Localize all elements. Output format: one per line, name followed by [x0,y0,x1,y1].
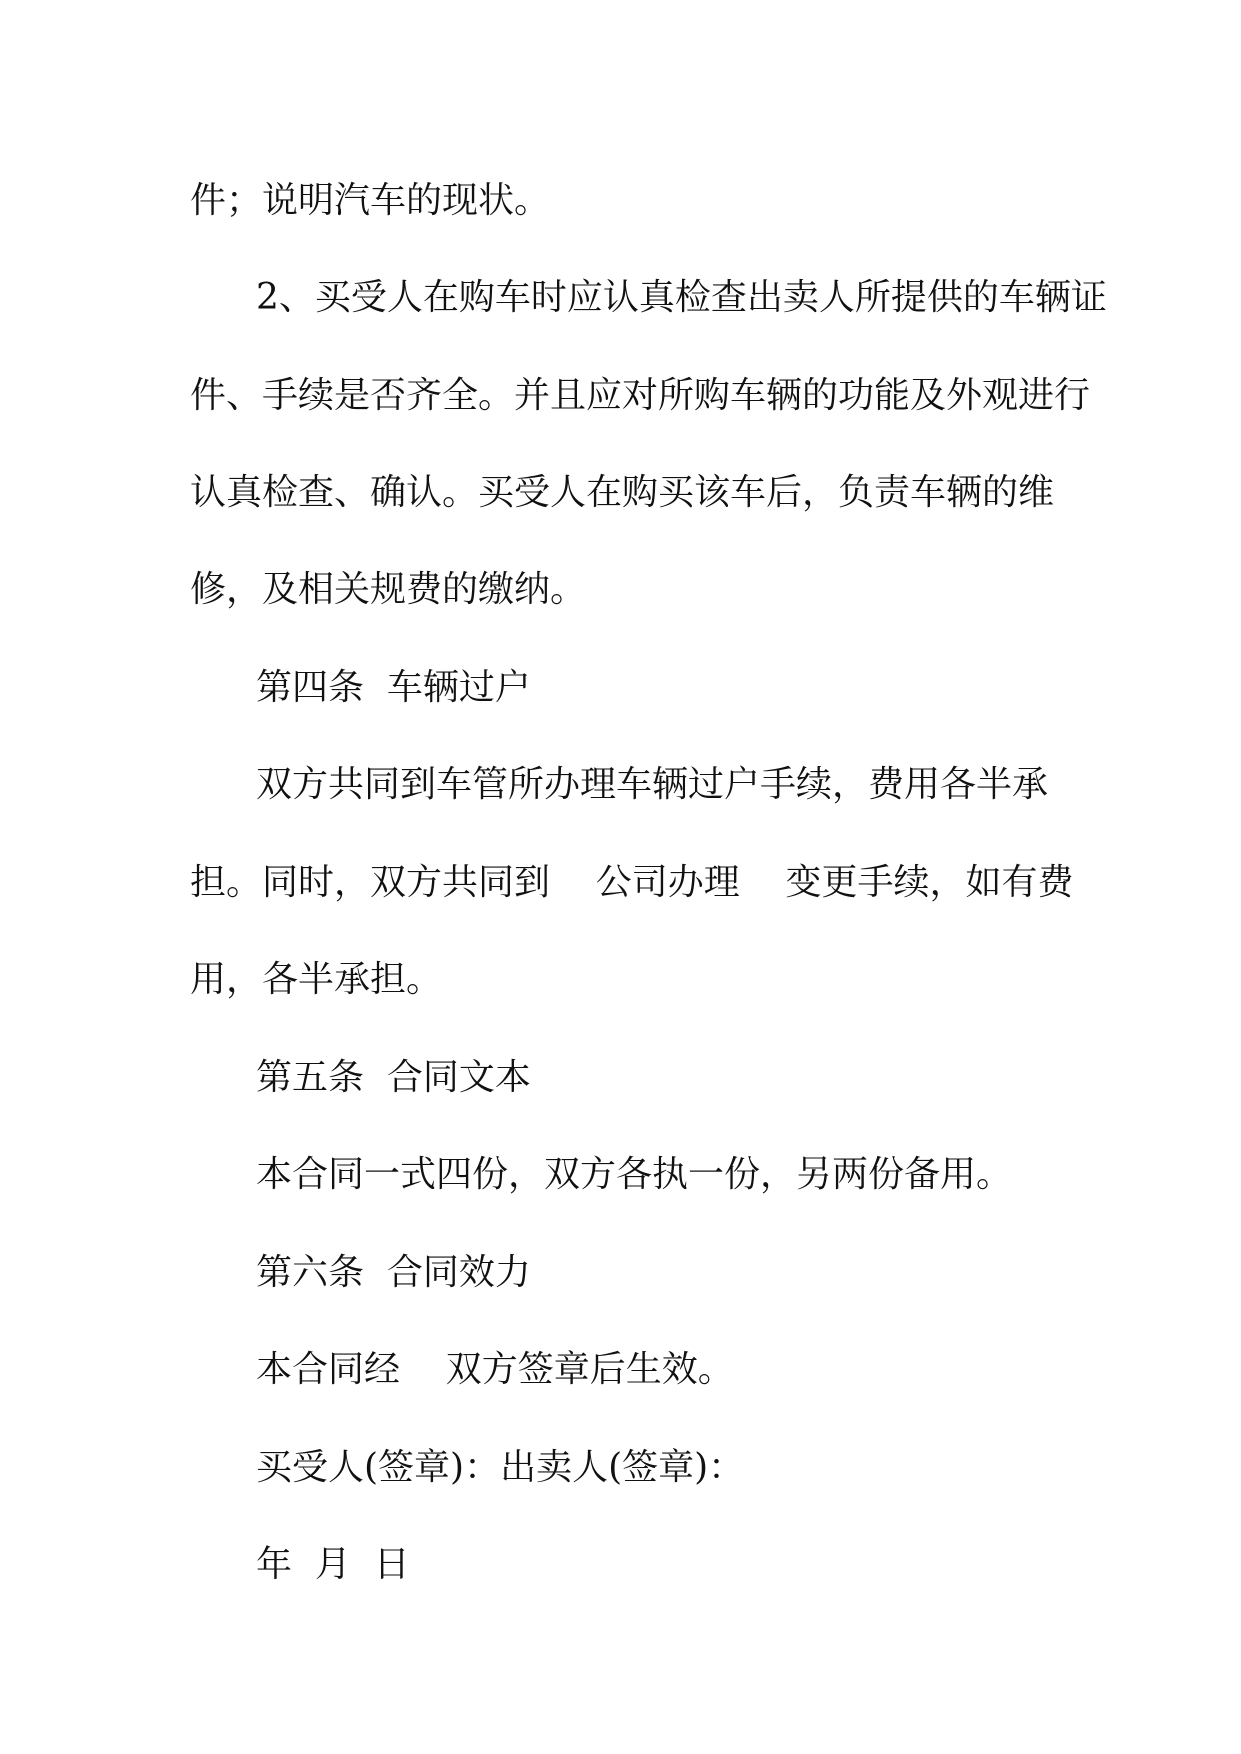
body-text-line: 本合同一式四份，双方各执一份，另两份备用。 [256,1154,1013,1195]
section-heading-contract-text: 第五条 合同文本 [256,1057,531,1098]
body-text-line: 本合同经 双方签章后生效。 [256,1349,734,1390]
body-text-line: 双方共同到车管所办理车辆过户手续，费用各半承 [256,764,1049,805]
body-text-line: 修，及相关规费的缴纳。 [190,569,587,610]
body-text-line: 件；说明汽车的现状。 [190,180,551,221]
section-heading-contract-validity: 第六条 合同效力 [256,1252,531,1293]
body-text-line: 用，各半承担。 [190,959,443,1000]
date-line: 年 月 日 [256,1544,410,1585]
section-heading-vehicle-transfer: 第四条 车辆过户 [256,667,531,708]
body-text-line: 认真检查、确认。买受人在购买该车后，负责车辆的维 [190,472,1055,513]
body-text-line: 担。同时，双方共同到 公司办理 变更手续，如有费 [190,862,1074,903]
body-text-line: 2、买受人在购车时应认真检查出卖人所提供的车辆证 [256,277,1107,318]
signature-line: 买受人(签章)：出卖人(签章)： [256,1447,745,1488]
body-text-line: 件、手续是否齐全。并且应对所购车辆的功能及外观进行 [190,375,1091,416]
